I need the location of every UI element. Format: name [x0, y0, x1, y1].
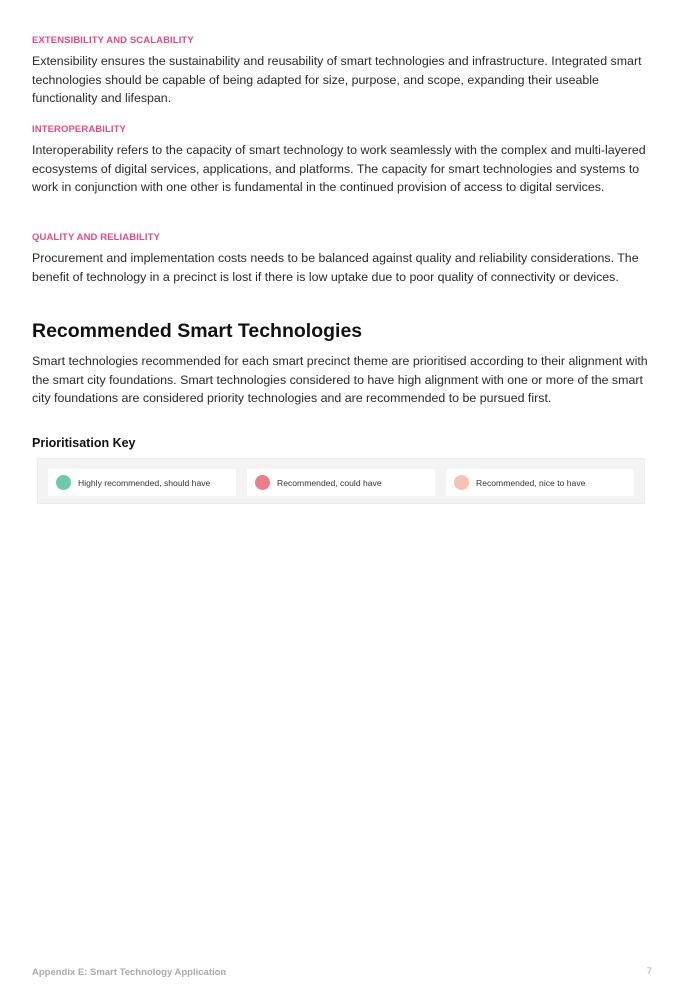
recommended-title: Recommended Smart Technologies: [32, 320, 363, 342]
section-body-quality: Procurement and implementation costs needs to be balanced against quality and reliability considerations. The benefit of technology in a precinct is lost if there is low uptake due to poor quality of connectivity or devices.: [32, 251, 639, 284]
section-body-interoperability: Interoperability refers to the capacity of smart technology to work seamlessly with the complex and multi-layered ecosystems of digital services, applications, and platforms. The capacity for smart technologies and systems to work in conjunction with one other is fundamental in the continued provision of access to digital services.: [32, 143, 646, 195]
peach-dot-icon: [454, 475, 469, 490]
section-heading-extensibility: EXTENSIBILITY AND SCALABILITY: [32, 35, 194, 46]
key-item-recommended-nice: [446, 469, 634, 496]
footer-document-title: Appendix E: Smart Technology Application: [32, 967, 227, 978]
key-item-highly-recommended: [48, 469, 236, 496]
key-label: Recommended, nice to have: [476, 477, 586, 488]
prioritisation-key-title: Prioritisation Key: [32, 436, 136, 450]
prioritisation-key-panel: [37, 458, 645, 504]
page-number: 7: [646, 966, 652, 977]
section-heading-quality: QUALITY AND RELIABILITY: [32, 232, 160, 243]
section-body-extensibility: Extensibility ensures the sustainability and reusability of smart technologies and infrastructure. Integrated smart technologies should be capable of being adapted for size, purpose, and scope, expanding their useable functionality and lifespan.: [32, 54, 642, 106]
section-heading-interoperability: INTEROPERABILITY: [32, 124, 126, 135]
key-item-recommended-could: [247, 469, 435, 496]
key-label: Highly recommended, should have: [78, 477, 211, 488]
green-dot-icon: [56, 475, 71, 490]
key-label: Recommended, could have: [277, 477, 382, 488]
recommended-body: Smart technologies recommended for each smart precinct theme are prioritised according to their alignment with the smart city foundations. Smart technologies considered to have high alignment with one or more of the smart city foundations are considered priority technologies and are recommended to be pursued first.: [32, 354, 648, 406]
red-dot-icon: [255, 475, 270, 490]
